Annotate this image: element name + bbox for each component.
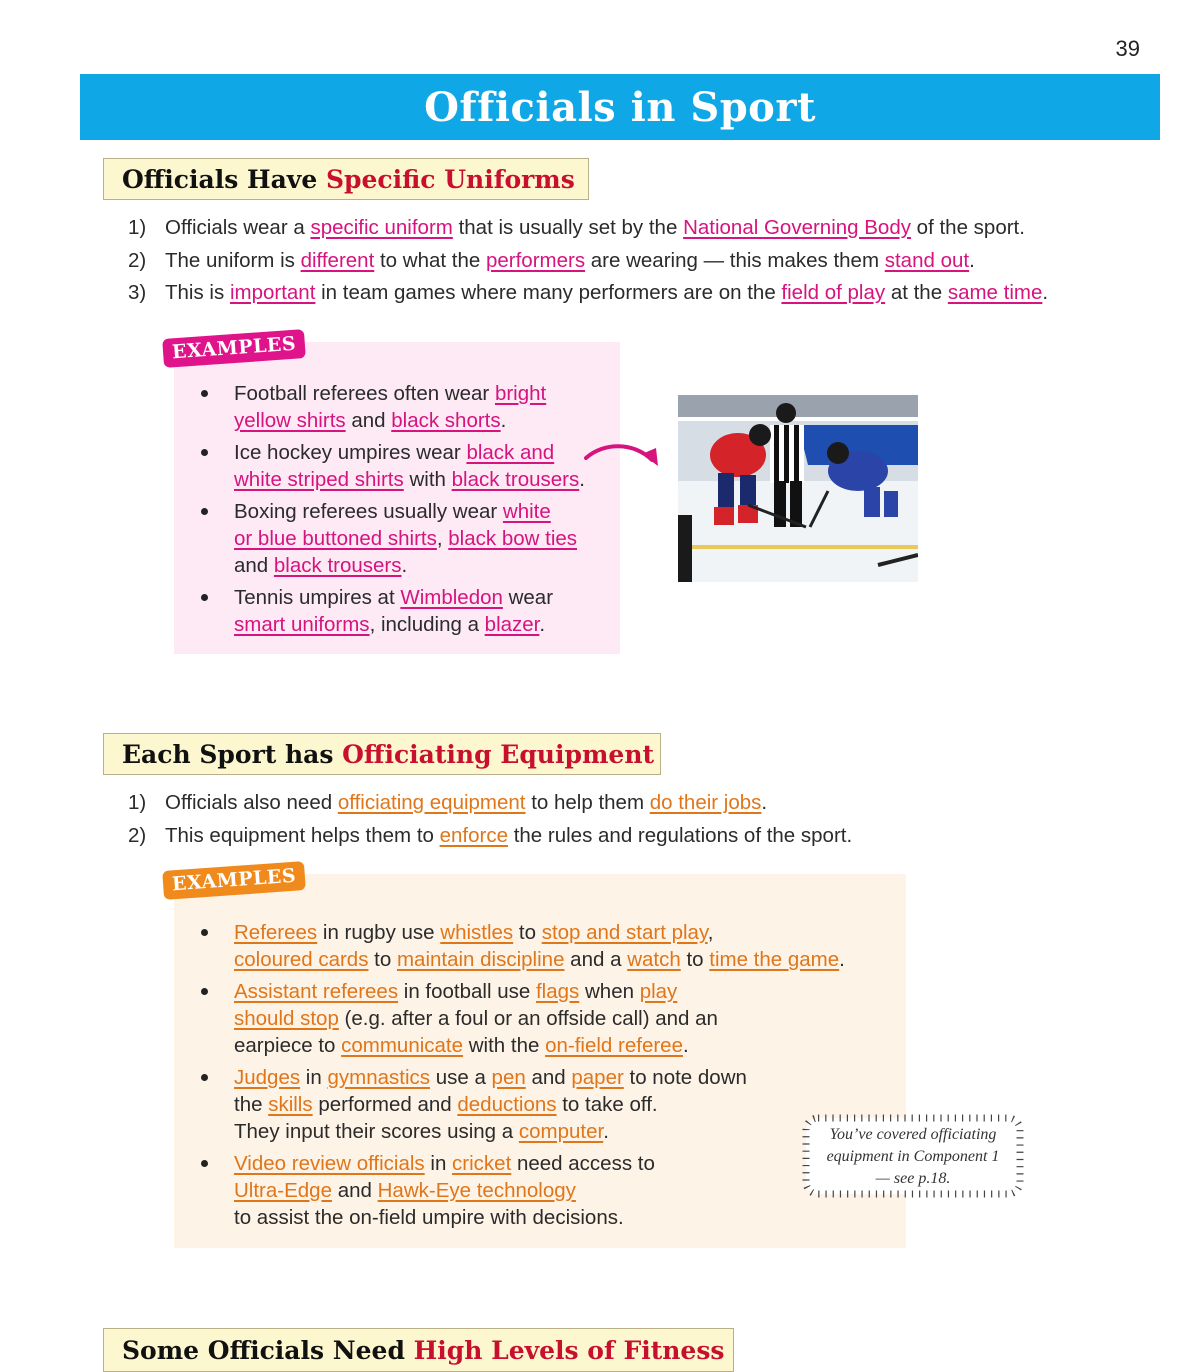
text: This is xyxy=(165,281,230,304)
equipment-points xyxy=(128,787,852,852)
key-term: white xyxy=(502,500,551,523)
list-item xyxy=(128,820,852,853)
list-item xyxy=(128,212,1048,245)
text: earpiece to xyxy=(234,1034,342,1057)
text: The uniform is xyxy=(165,248,301,272)
text: and xyxy=(525,1066,572,1089)
list-item xyxy=(234,1150,894,1231)
note-line: — see p.18. xyxy=(875,1170,951,1187)
text: Boxing referees usually wear xyxy=(234,500,503,523)
key-term: black and xyxy=(466,441,555,464)
text: in rugby use xyxy=(317,921,441,944)
text: in team games where many performers are on the xyxy=(315,281,782,304)
key-term: Referees xyxy=(234,921,318,944)
heading-highlight: Specific Uniforms xyxy=(325,164,575,194)
text: (e.g. after a foul or an offside call) and an xyxy=(338,1007,718,1030)
key-term: Video review officials xyxy=(234,1152,425,1175)
key-term: flags xyxy=(535,980,580,1003)
key-term: Assistant referees xyxy=(234,980,399,1003)
text: to xyxy=(680,948,710,971)
text: Officials wear a xyxy=(165,216,311,239)
key-term: stop and start play xyxy=(541,921,708,944)
key-term: cricket xyxy=(452,1152,512,1175)
text: the rules and regulations of the sport. xyxy=(508,823,853,847)
key-term: Judges xyxy=(234,1066,301,1089)
text: with the xyxy=(463,1034,546,1057)
text: . xyxy=(682,1034,689,1057)
list-item xyxy=(234,1064,894,1145)
text: . xyxy=(579,468,585,491)
text: to note down xyxy=(623,1066,747,1089)
key-term: coloured cards xyxy=(234,948,369,971)
text: in xyxy=(300,1066,328,1089)
key-term: Wimbledon xyxy=(400,586,503,609)
key-term: or blue buttoned shirts xyxy=(234,527,437,550)
key-term: gymnastics xyxy=(327,1066,430,1089)
examples-tag: EXAMPLES xyxy=(162,329,306,368)
key-term: same time xyxy=(947,281,1043,304)
text: with xyxy=(403,468,452,491)
key-term: deductions xyxy=(457,1093,557,1116)
heading-plain: Each Sport has xyxy=(122,739,343,769)
text: . xyxy=(1042,281,1049,304)
list-number: 1) xyxy=(128,216,147,239)
key-term: play xyxy=(639,980,678,1003)
text: are wearing — this makes them xyxy=(585,248,885,272)
key-term: black bow ties xyxy=(448,527,578,550)
text: and xyxy=(234,554,274,577)
key-term: computer xyxy=(518,1120,604,1143)
text: in football use xyxy=(398,980,536,1003)
text: need access to xyxy=(511,1152,655,1175)
text: performed and xyxy=(312,1093,458,1116)
text: that is usually set by the xyxy=(452,216,684,239)
key-term: should stop xyxy=(234,1007,339,1030)
text: Officials also need xyxy=(165,791,338,814)
page-title: Officials in Sport xyxy=(424,83,816,131)
text: They input their scores using a xyxy=(234,1120,519,1143)
key-term: Hawk-Eye technology xyxy=(377,1179,576,1202)
key-term: white striped shirts xyxy=(234,468,404,491)
key-term: Ultra-Edge xyxy=(234,1179,332,1202)
note-line: equipment in Component 1 xyxy=(826,1148,1000,1165)
key-term: field of play xyxy=(781,281,886,304)
key-term: black shorts xyxy=(391,409,501,432)
key-term: time the game xyxy=(709,948,840,971)
key-term: black trousers xyxy=(273,554,402,577)
text: Football referees often wear xyxy=(234,382,495,405)
text: to help them xyxy=(525,791,650,814)
text: , xyxy=(707,921,714,944)
hockey-faceoff-illustration xyxy=(678,395,918,582)
text: . xyxy=(839,948,845,971)
curved-arrow-icon xyxy=(582,438,666,472)
key-term: blazer xyxy=(484,613,540,636)
list-number: 2) xyxy=(128,823,147,847)
text: . xyxy=(603,1120,609,1143)
uniforms-points xyxy=(128,212,1048,310)
key-term: bright xyxy=(494,382,547,405)
key-term: smart uniforms xyxy=(234,613,370,636)
text: This equipment helps them to xyxy=(165,823,440,847)
text: . xyxy=(969,248,975,272)
list-item xyxy=(128,277,1048,310)
text: the xyxy=(234,1093,269,1116)
key-term: whistles xyxy=(440,921,514,944)
key-term: black trousers xyxy=(451,468,580,491)
equipment-examples-list xyxy=(234,919,894,1236)
title-banner xyxy=(80,74,1160,140)
text: . xyxy=(539,613,546,636)
key-term: paper xyxy=(571,1066,624,1089)
section-heading-equipment xyxy=(103,733,661,775)
list-item xyxy=(128,245,1048,278)
text: to take off. xyxy=(556,1093,658,1116)
list-item xyxy=(234,978,894,1059)
heading-highlight: Officiating Equipment xyxy=(342,739,655,769)
key-term: do their jobs xyxy=(649,791,762,814)
text: . xyxy=(761,791,768,814)
key-term: performers xyxy=(485,248,586,272)
key-term: stand out xyxy=(884,248,970,272)
list-item xyxy=(128,787,852,820)
text: to what the xyxy=(374,248,486,272)
text: when xyxy=(579,980,640,1003)
text: in xyxy=(424,1152,453,1175)
text: wear xyxy=(502,586,554,609)
key-term: watch xyxy=(627,948,681,971)
key-term: yellow shirts xyxy=(234,409,346,432)
key-term: specific uniform xyxy=(310,216,453,239)
text: Ice hockey umpires wear xyxy=(234,441,467,464)
text: to xyxy=(368,948,397,971)
text: to xyxy=(513,921,542,944)
key-term: maintain discipline xyxy=(396,948,565,971)
key-term: communicate xyxy=(341,1034,464,1057)
list-number: 2) xyxy=(128,248,147,272)
list-item xyxy=(234,439,614,493)
heading-plain: Officials Have xyxy=(122,164,326,194)
text: use a xyxy=(430,1066,492,1089)
key-term: pen xyxy=(491,1066,526,1089)
key-term: skills xyxy=(268,1093,313,1116)
text: and a xyxy=(564,948,628,971)
text: . xyxy=(401,554,408,577)
page-number: 39 xyxy=(1115,36,1140,61)
list-item xyxy=(234,584,614,638)
text: . xyxy=(500,409,507,432)
list-item xyxy=(234,919,894,973)
key-term: National Governing Body xyxy=(683,216,911,239)
uniforms-examples-list xyxy=(234,380,614,643)
list-item xyxy=(234,380,614,434)
text: and xyxy=(332,1179,378,1202)
text: of the sport. xyxy=(910,216,1025,239)
examples-tag: EXAMPLES xyxy=(162,861,306,900)
ice-hockey-photo xyxy=(678,395,918,582)
text: , including a xyxy=(369,613,485,636)
heading-highlight: High Levels of Fitness xyxy=(413,1335,725,1365)
key-term: different xyxy=(300,248,375,272)
section-heading-fitness xyxy=(103,1328,734,1372)
text: to assist the on-field umpire with decisions. xyxy=(234,1206,624,1229)
key-term: enforce xyxy=(439,823,509,847)
side-note xyxy=(800,1112,1026,1200)
key-term: officiating equipment xyxy=(337,791,526,814)
key-term: important xyxy=(229,281,316,304)
text: Tennis umpires at xyxy=(234,586,401,609)
text: at the xyxy=(885,281,948,304)
list-item xyxy=(234,498,614,579)
text: , xyxy=(436,527,449,550)
section-heading-uniforms xyxy=(103,158,589,200)
list-number: 1) xyxy=(128,791,147,814)
note-line: You’ve covered officiating xyxy=(829,1126,997,1143)
list-number: 3) xyxy=(128,281,147,304)
text: and xyxy=(345,409,392,432)
key-term: on-field referee xyxy=(545,1034,683,1057)
heading-plain: Some Officials Need xyxy=(122,1335,414,1365)
note-text xyxy=(800,1124,1026,1190)
